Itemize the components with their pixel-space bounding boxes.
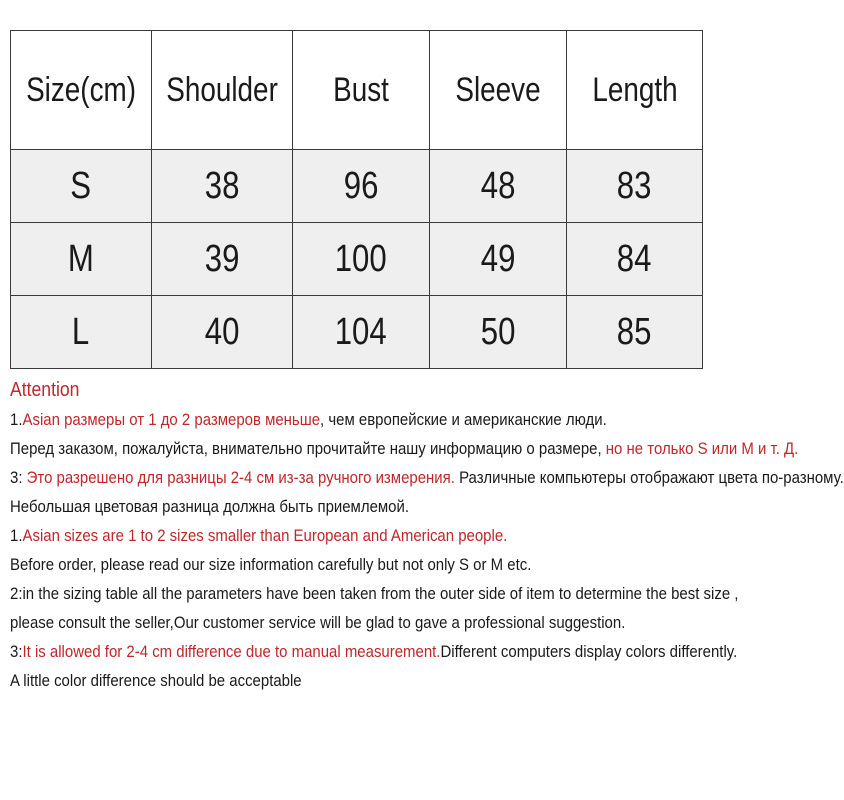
note-en-1-number: 1. bbox=[10, 526, 23, 545]
note-ru-1-highlight: Asian размеры от 1 до 2 размеров меньше bbox=[22, 410, 321, 429]
note-ru-1-rest: , чем европейские и американские люди. bbox=[320, 410, 607, 429]
note-ru-1 bbox=[10, 405, 705, 434]
note-ru-3-highlight: Это разрешено для разницы 2-4 см из-за ручного измерения. bbox=[26, 468, 455, 487]
header-size: Size(cm) bbox=[11, 31, 152, 150]
cell-length: 84 bbox=[567, 223, 703, 296]
table-row bbox=[11, 150, 703, 223]
header-bust: Bust bbox=[293, 31, 430, 150]
note-ru-2-text: Перед заказом, пожалуйста, внимательно прочитайте нашу информацию о размере, bbox=[10, 439, 606, 458]
cell-size: S bbox=[11, 150, 152, 223]
cell-sleeve: 49 bbox=[430, 223, 567, 296]
table-row bbox=[11, 296, 703, 369]
header-shoulder: Shoulder bbox=[152, 31, 293, 150]
note-en-5-rest: Different computers display colors differently. bbox=[440, 642, 738, 661]
note-ru-2-highlight: но не только S или M и т. Д. bbox=[605, 439, 799, 458]
cell-sleeve: 50 bbox=[430, 296, 567, 369]
note-ru-4: Небольшая цветовая разница должна быть приемлемой. bbox=[10, 497, 410, 516]
cell-bust: 104 bbox=[293, 296, 430, 369]
note-ru-3 bbox=[10, 463, 844, 492]
header-sleeve: Sleeve bbox=[430, 31, 567, 150]
cell-shoulder: 39 bbox=[152, 223, 293, 296]
note-en-1 bbox=[10, 521, 705, 550]
note-en-5 bbox=[10, 637, 738, 666]
cell-length: 83 bbox=[567, 150, 703, 223]
header-length: Length bbox=[567, 31, 703, 150]
cell-bust: 100 bbox=[293, 223, 430, 296]
note-en-5-highlight: It is allowed for 2-4 cm difference due to manual measurement. bbox=[22, 642, 441, 661]
note-ru-2 bbox=[10, 434, 799, 463]
cell-size: M bbox=[11, 223, 152, 296]
note-ru-3-number: 3: bbox=[10, 468, 27, 487]
cell-shoulder: 38 bbox=[152, 150, 293, 223]
note-en-3: 2:in the sizing table all the parameters have been taken from the outer side of item to determine the best size , bbox=[10, 584, 739, 603]
cell-bust: 96 bbox=[293, 150, 430, 223]
cell-size: L bbox=[11, 296, 152, 369]
note-en-5-number: 3: bbox=[10, 642, 23, 661]
note-ru-1-number: 1. bbox=[10, 410, 23, 429]
size-notes bbox=[10, 376, 844, 695]
note-en-4: please consult the seller,Our customer service will be glad to gave a professional suggestion. bbox=[10, 613, 626, 632]
cell-sleeve: 48 bbox=[430, 150, 567, 223]
cell-length: 85 bbox=[567, 296, 703, 369]
note-en-2: Before order, please read our size information carefully but not only S or M etc. bbox=[10, 555, 532, 574]
note-en-6: A little color difference should be acceptable bbox=[10, 671, 302, 690]
table-header-row bbox=[11, 31, 703, 150]
cell-shoulder: 40 bbox=[152, 296, 293, 369]
note-ru-3-rest: Различные компьютеры отображают цвета по-разному. bbox=[454, 468, 844, 487]
attention-heading: Attention bbox=[10, 379, 80, 401]
table-row bbox=[11, 223, 703, 296]
note-en-1-highlight: Asian sizes are 1 to 2 sizes smaller than European and American people. bbox=[22, 526, 508, 545]
size-chart-table bbox=[10, 30, 703, 369]
